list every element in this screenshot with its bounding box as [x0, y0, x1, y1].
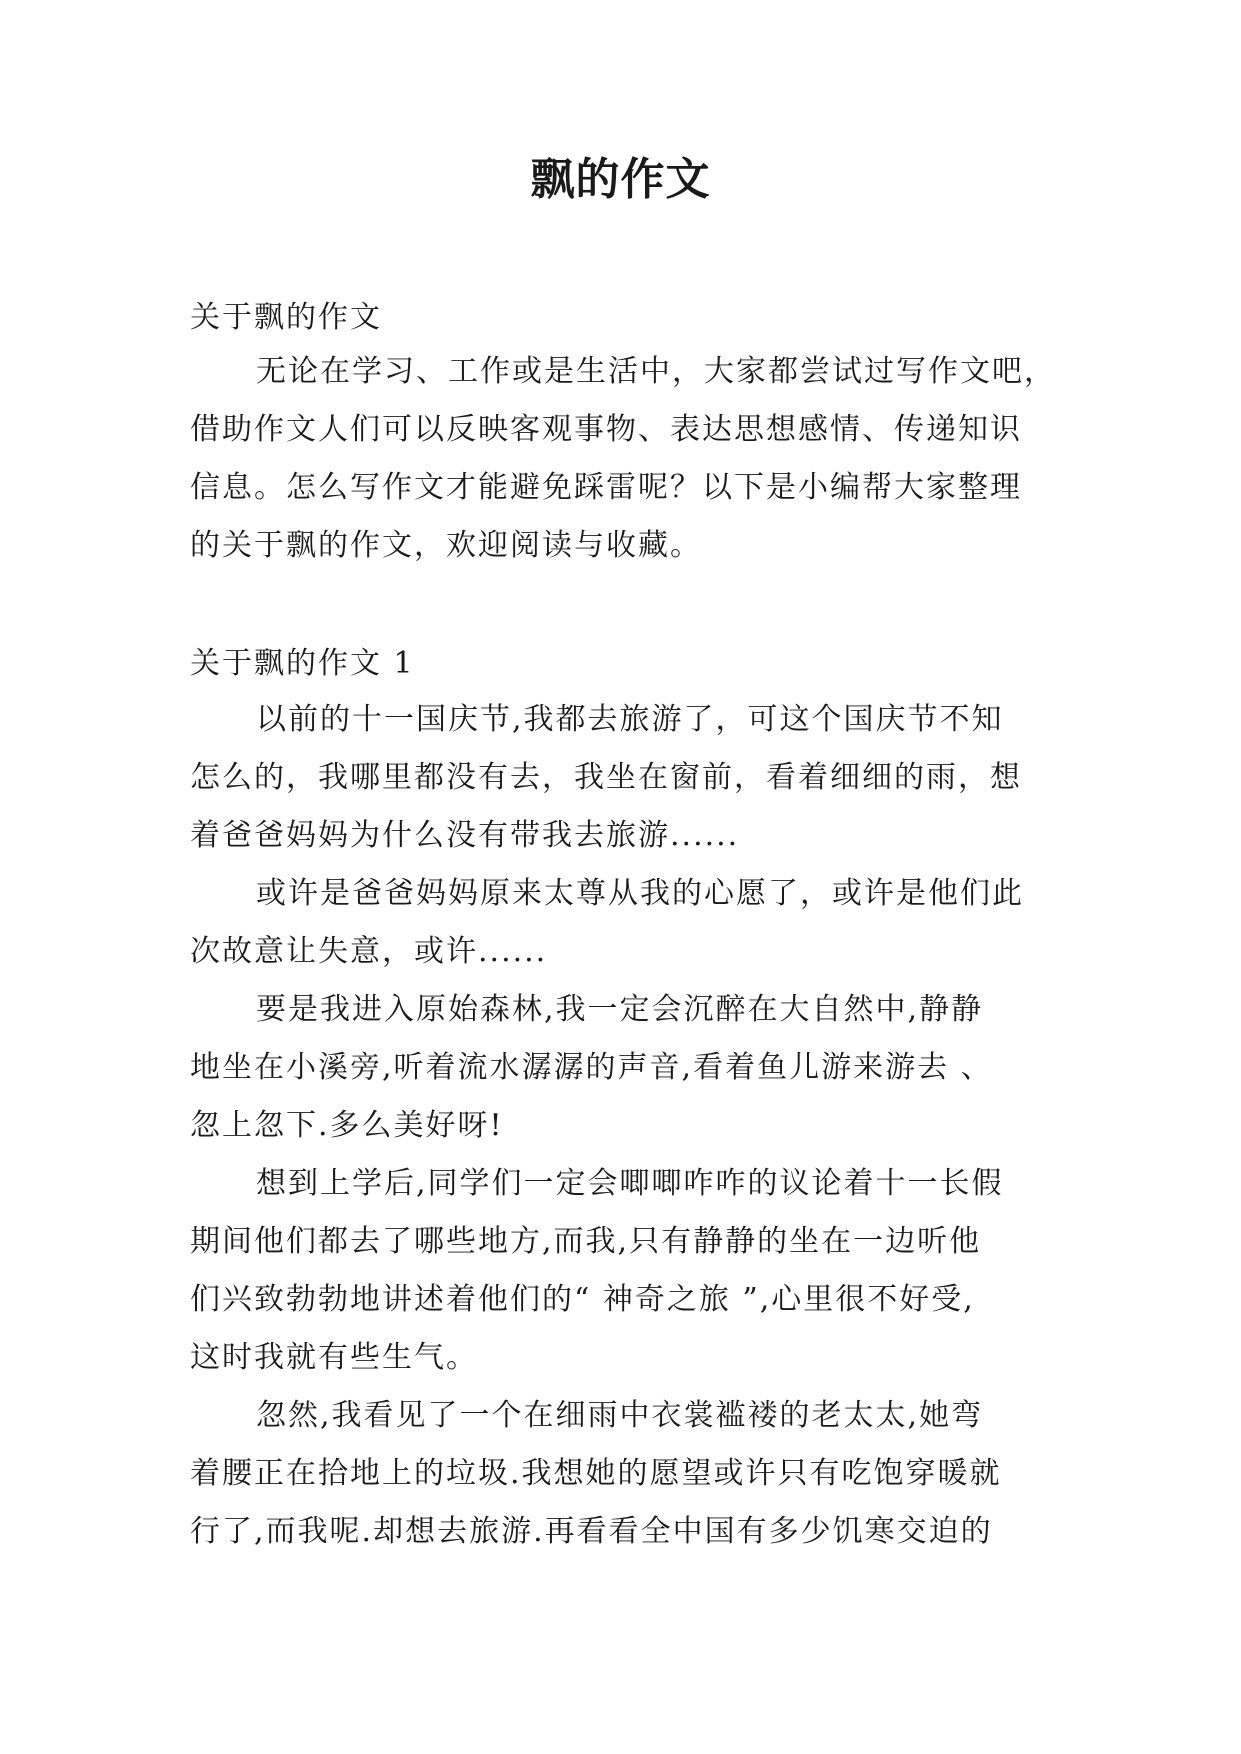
essay1-line: 以前的十一国庆节,我都去旅游了，可这个国庆节不知: [256, 702, 1004, 737]
intro-line: 的关于飘的作文，欢迎阅读与收藏。: [190, 528, 702, 563]
essay1-line: 着腰正在拾地上的垃圾.我想她的愿望或许只有吃饱穿暖就: [190, 1456, 1002, 1491]
document-title: 飘的作文: [530, 154, 711, 205]
essay1-line: 要是我进入原始森林,我一定会沉醉在大自然中,静静: [256, 992, 984, 1027]
essay1-line: 这时我就有些生气。: [190, 1340, 478, 1375]
essay1-line: 或许是爸爸妈妈原来太尊从我的心愿了，或许是他们此: [256, 876, 1024, 911]
essay1-line: 次故意让失意，或许......: [190, 934, 548, 969]
essay1-line: 行了,而我呢.却想去旅游.再看看全中国有多少饥寒交迫的: [190, 1514, 993, 1549]
essay1-line: 怎么的，我哪里都没有去，我坐在窗前，看着细细的雨，想: [190, 760, 1022, 795]
intro-line: 借助作文人们可以反映客观事物、表达思想感情、传递知识: [190, 412, 1022, 447]
essay1-heading: 关于飘的作文 1: [190, 646, 415, 681]
essay1-line: 想到上学后,同学们一定会唧唧咋咋的议论着十一长假: [256, 1166, 1004, 1201]
essay1-line: 忽然,我看见了一个在细雨中衣裳褴褛的老太太,她弯: [256, 1398, 984, 1433]
essay1-line: 忽上忽下.多么美好呀!: [190, 1108, 504, 1143]
essay1-line: 期间他们都去了哪些地方,而我,只有静静的坐在一边听他: [190, 1224, 982, 1259]
essay1-line: 着爸爸妈妈为什么没有带我去旅游......: [190, 818, 740, 853]
essay1-line: 地坐在小溪旁,听着流水潺潺的声音,看着鱼儿游来游去 、: [190, 1050, 993, 1085]
essay1-line: 们兴致勃勃地讲述着他们的“ 神奇之旅 ”,心里很不好受,: [190, 1282, 975, 1317]
intro-line: 信息。怎么写作文才能避免踩雷呢？以下是小编帮大家整理: [190, 470, 1022, 505]
intro-line: 无论在学习、工作或是生活中，大家都尝试过写作文吧，: [256, 354, 1056, 389]
intro-heading: 关于飘的作文: [190, 300, 382, 335]
